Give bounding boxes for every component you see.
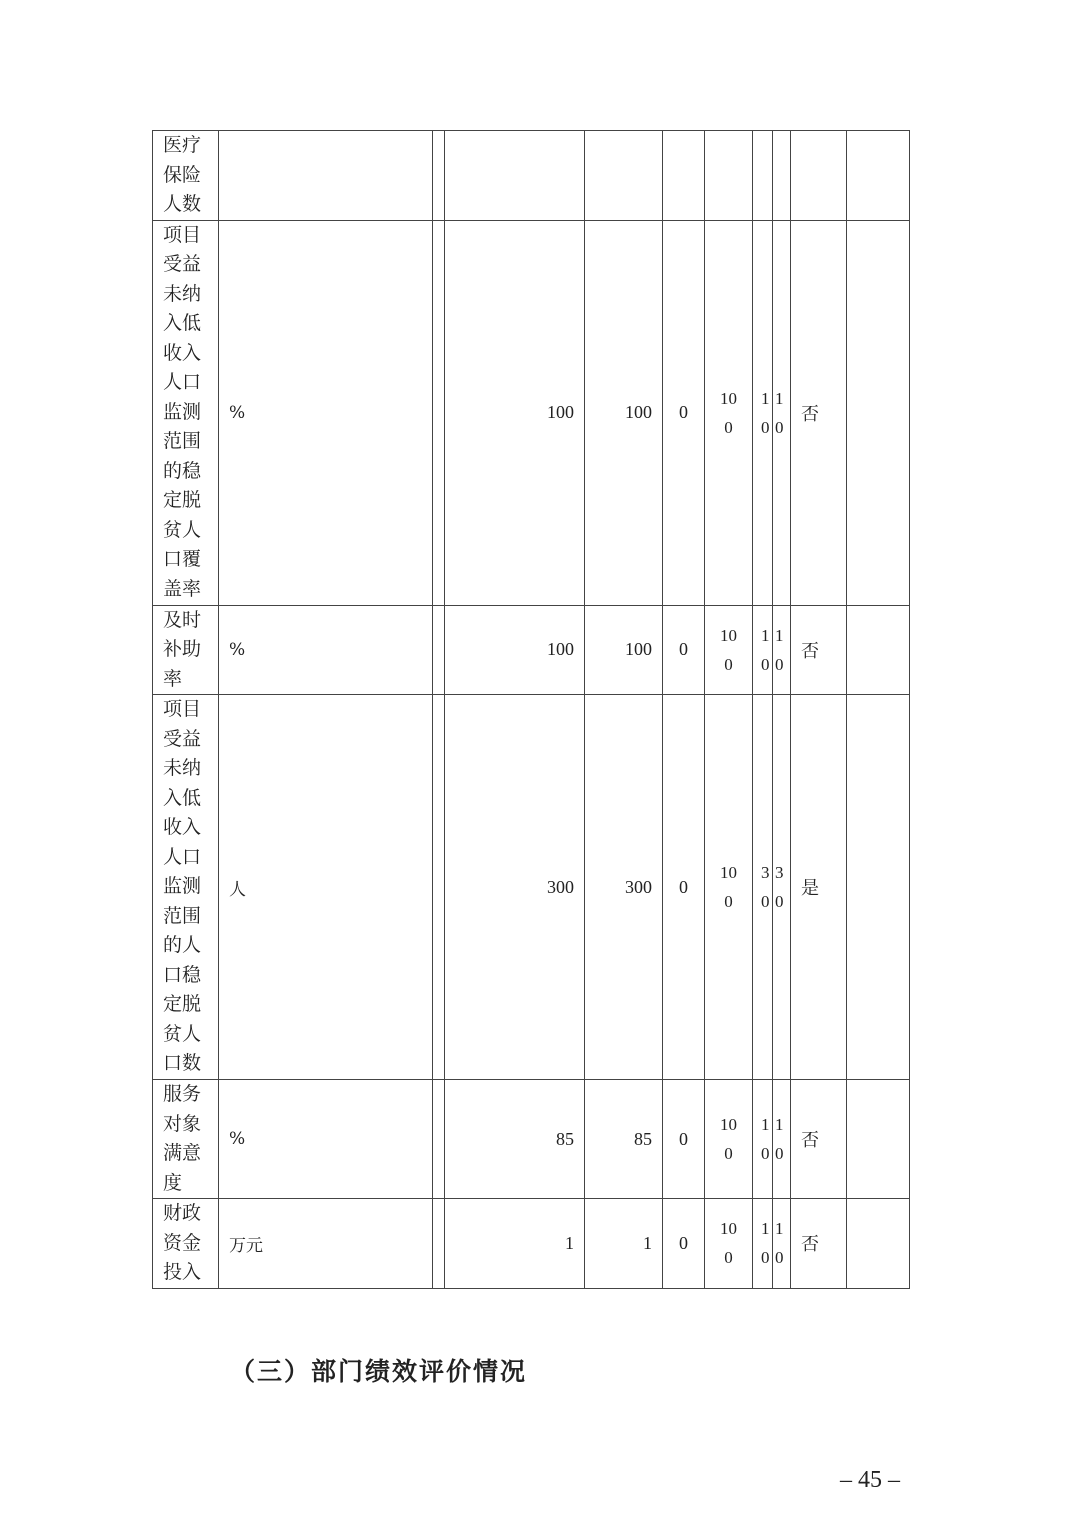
actual-value-cell bbox=[585, 131, 663, 221]
table-row bbox=[153, 695, 910, 1080]
actual-value-cell: 300 bbox=[585, 695, 663, 1080]
indicator-cell: 医疗 保险 人数 bbox=[153, 131, 219, 221]
spacer-cell bbox=[433, 131, 445, 221]
annual-target-cell: 85 bbox=[445, 1080, 585, 1199]
unit-cell: % bbox=[219, 220, 433, 605]
remarks-cell bbox=[847, 605, 910, 695]
indicator-cell: 项目 受益 未纳 入低 收入 人口 监测 范围 的稳 定脱 贫人 口覆 盖率 bbox=[153, 220, 219, 605]
table-row bbox=[153, 131, 910, 221]
unit-cell: 人 bbox=[219, 695, 433, 1080]
actual-value-cell: 100 bbox=[585, 605, 663, 695]
table-row bbox=[153, 1080, 910, 1199]
score-b-cell: 1 0 bbox=[773, 1080, 791, 1199]
annual-target-cell: 300 bbox=[445, 695, 585, 1080]
score-weight-cell: 10 0 bbox=[705, 220, 753, 605]
section-heading: （三）部门绩效评价情况 bbox=[230, 1357, 528, 1386]
score-a-cell: 1 0 bbox=[753, 1199, 773, 1289]
spacer-cell bbox=[433, 1199, 445, 1289]
deviation-cell bbox=[663, 131, 705, 221]
page-number: – 45 – bbox=[840, 1467, 900, 1493]
unit-cell: 万元 bbox=[219, 1199, 433, 1289]
annual-target-cell: 1 bbox=[445, 1199, 585, 1289]
deviation-cell: 0 bbox=[663, 695, 705, 1080]
score-b-cell bbox=[773, 131, 791, 221]
score-b-cell: 1 0 bbox=[773, 220, 791, 605]
flag-cell bbox=[791, 131, 847, 221]
actual-value-cell: 1 bbox=[585, 1199, 663, 1289]
score-a-cell bbox=[753, 131, 773, 221]
score-weight-cell: 10 0 bbox=[705, 1080, 753, 1199]
spacer-cell bbox=[433, 605, 445, 695]
remarks-cell bbox=[847, 1080, 910, 1199]
performance-indicator-table bbox=[152, 130, 910, 1289]
score-a-cell: 1 0 bbox=[753, 220, 773, 605]
score-weight-cell: 10 0 bbox=[705, 605, 753, 695]
spacer-cell bbox=[433, 1080, 445, 1199]
score-b-cell: 3 0 bbox=[773, 695, 791, 1080]
table-row bbox=[153, 1199, 910, 1289]
unit-cell bbox=[219, 131, 433, 221]
score-a-cell: 1 0 bbox=[753, 1080, 773, 1199]
unit-cell: % bbox=[219, 1080, 433, 1199]
flag-cell: 是 bbox=[791, 695, 847, 1080]
score-a-cell: 3 0 bbox=[753, 695, 773, 1080]
table-row bbox=[153, 605, 910, 695]
score-weight-cell: 10 0 bbox=[705, 1199, 753, 1289]
indicator-cell: 服务 对象 满意 度 bbox=[153, 1080, 219, 1199]
flag-cell: 否 bbox=[791, 220, 847, 605]
spacer-cell bbox=[433, 695, 445, 1080]
table-row bbox=[153, 220, 910, 605]
flag-cell: 否 bbox=[791, 1199, 847, 1289]
score-b-cell: 1 0 bbox=[773, 605, 791, 695]
annual-target-cell bbox=[445, 131, 585, 221]
annual-target-cell: 100 bbox=[445, 605, 585, 695]
deviation-cell: 0 bbox=[663, 605, 705, 695]
remarks-cell bbox=[847, 131, 910, 221]
unit-cell: % bbox=[219, 605, 433, 695]
score-b-cell: 1 0 bbox=[773, 1199, 791, 1289]
spacer-cell bbox=[433, 220, 445, 605]
indicator-cell: 项目 受益 未纳 入低 收入 人口 监测 范围 的人 口稳 定脱 贫人 口数 bbox=[153, 695, 219, 1080]
flag-cell: 否 bbox=[791, 1080, 847, 1199]
annual-target-cell: 100 bbox=[445, 220, 585, 605]
remarks-cell bbox=[847, 220, 910, 605]
deviation-cell: 0 bbox=[663, 220, 705, 605]
remarks-cell bbox=[847, 1199, 910, 1289]
flag-cell: 否 bbox=[791, 605, 847, 695]
indicator-cell: 财政 资金 投入 bbox=[153, 1199, 219, 1289]
actual-value-cell: 85 bbox=[585, 1080, 663, 1199]
deviation-cell: 0 bbox=[663, 1080, 705, 1199]
deviation-cell: 0 bbox=[663, 1199, 705, 1289]
score-weight-cell: 10 0 bbox=[705, 695, 753, 1080]
actual-value-cell: 100 bbox=[585, 220, 663, 605]
indicator-cell: 及时 补助 率 bbox=[153, 605, 219, 695]
score-a-cell: 1 0 bbox=[753, 605, 773, 695]
remarks-cell bbox=[847, 695, 910, 1080]
score-weight-cell bbox=[705, 131, 753, 221]
